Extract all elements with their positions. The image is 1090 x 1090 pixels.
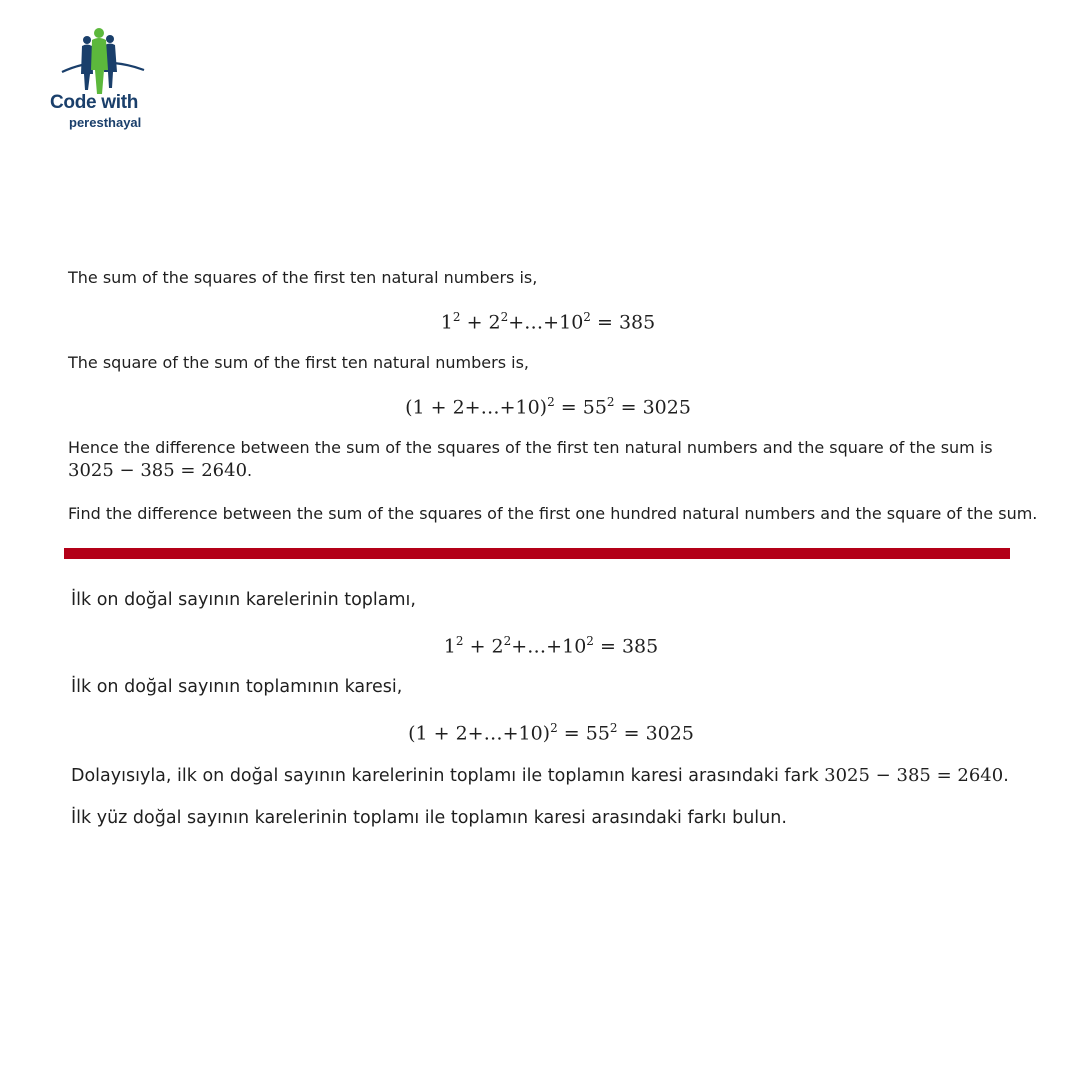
squares-result-tr: 385 bbox=[621, 635, 659, 658]
question-text-tr: İlk yüz doğal sayının karelerinin toplamı ile toplamın karesi arasındaki farkı bulun. bbox=[71, 807, 787, 828]
question-text: Find the difference between the sum of the squares of the first one hundred natural numbers and the square of the sum. bbox=[68, 503, 1038, 523]
section-divider bbox=[64, 548, 1010, 559]
square-of-sum-formula-tr: (1 + 2+…+10)$^2$ = $55^2 = 3025$ bbox=[408, 721, 694, 745]
square-of-sum-result: 3025 bbox=[642, 396, 691, 419]
logo bbox=[48, 26, 158, 136]
intro-squares-text: The sum of the squares of the first ten natural numbers is, bbox=[68, 268, 538, 287]
squares-result: 385 bbox=[618, 311, 656, 334]
square-of-sum-base-tr: 55 bbox=[585, 722, 610, 745]
people-logo-icon bbox=[60, 26, 146, 96]
logo-subtitle: peresthayal bbox=[69, 115, 142, 130]
intro-square-of-sum-text-tr: İlk on doğal sayının toplamının karesi, bbox=[71, 677, 403, 698]
difference-text-tr: Dolayısıyla, ilk on doğal sayının karelerinin toplamı ile toplamın karesi arasındaki fark 3025 − 385 = 2640. bbox=[71, 764, 1009, 786]
difference-expression: 3025 − 385 = 2640 bbox=[68, 459, 248, 481]
english-problem bbox=[68, 266, 1038, 525]
hence-text: Hence the difference between the sum of the squares of the first ten natural numbers and the square of the sum is bbox=[68, 437, 993, 457]
difference-expression-tr: 3025 − 385 = 2640 bbox=[824, 764, 1004, 786]
square-of-sum-result-tr: 3025 bbox=[645, 722, 694, 745]
square-of-sum-formula: (1 + 2+…+10)$^2$ = $55^2 = 3025$ bbox=[405, 395, 691, 419]
sum-of-squares-formula: $1^2$ + $2^2+\dots+10^2 = 385$ bbox=[440, 310, 656, 334]
intro-square-of-sum-text: The square of the sum of the first ten natural numbers is, bbox=[68, 353, 529, 373]
square-of-sum-base: 55 bbox=[582, 396, 607, 419]
intro-squares-text-tr: İlk on doğal sayının karelerinin toplamı, bbox=[71, 590, 416, 610]
sum-of-squares-formula-tr: $1^2$ + $2^2+\dots+10^2 = 385$ bbox=[443, 634, 659, 658]
turkish-problem bbox=[71, 589, 1031, 830]
logo-title: Code with bbox=[50, 92, 139, 113]
difference-text: Hence the difference between the sum of the squares of the first ten natural numbers and the square of the sum is 3025 − 385 = 2640. bbox=[68, 437, 993, 481]
hence-text-tr: Dolayısıyla, ilk on doğal sayının karelerinin toplamı ile toplamın karesi arasındaki fark bbox=[71, 765, 819, 786]
